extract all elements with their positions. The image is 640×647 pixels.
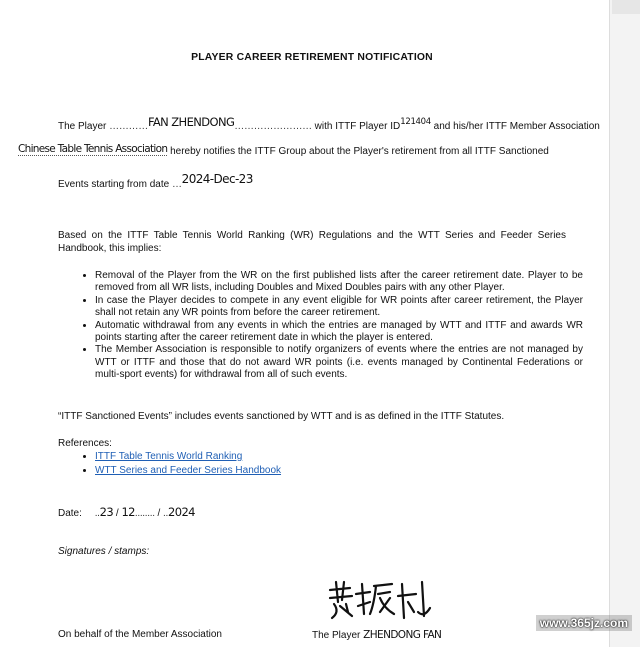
- notification-text: hereby notifies the ITTF Group about the Player's retirement from all ITTF Sanctioned: [170, 146, 549, 157]
- association-label: and his/her ITTF Member Association: [433, 121, 600, 132]
- list-item: • The Member Association is responsible to notify organizers of events where the entries are not managed by WTT or ITTF and those that do not award WR points (i.e. events managed by Continental Federations or multi-sport events) for withdrawal from all of such events.: [95, 344, 583, 381]
- date-dots-2: ........: [134, 508, 155, 519]
- player-signature-name: ZHENDONG FAN: [363, 629, 442, 641]
- events-date-label: Events starting from date: [58, 179, 170, 190]
- intro-paragraph: Based on the ITTF Table Tennis World Ranking (WR) Regulations and the WTT Series and Feeder Series Handbook, this implies:: [58, 230, 566, 254]
- date-year-field: 2024: [168, 505, 195, 519]
- player-id-label: with ITTF Player ID: [314, 121, 401, 132]
- wtt-handbook-link[interactable]: WTT Series and Feeder Series Handbook: [95, 464, 282, 476]
- events-date-dots: …: [171, 179, 182, 190]
- association-field: Chinese Table Tennis Association: [18, 143, 168, 155]
- date-dots-3: ..: [163, 508, 169, 519]
- document-title: PLAYER CAREER RETIREMENT NOTIFICATION: [191, 52, 433, 63]
- date-month-field: 12: [121, 505, 135, 519]
- retirement-date-field: 2024-Dec-23: [181, 172, 253, 186]
- events-date-line: [58, 172, 253, 190]
- signatures-label: Signatures / stamps:: [58, 546, 150, 557]
- ittf-world-ranking-link[interactable]: ITTF Table Tennis World Ranking: [95, 451, 243, 462]
- list-item: [95, 450, 281, 464]
- list-item: • In case the Player decides to compete in any event eligible for WR points after career retirement, the Player shall not retain any WR points from before the career retirement.: [95, 295, 583, 320]
- list-item: [95, 464, 281, 478]
- implications-list: [78, 270, 583, 382]
- player-signature-label: The Player: [312, 630, 361, 641]
- association-line: [18, 145, 549, 157]
- date-label: Date:: [58, 508, 82, 519]
- player-line: [58, 115, 600, 132]
- date-dots-1: ..: [94, 508, 100, 519]
- player-signature-line: [312, 629, 441, 641]
- player-prefix: The Player: [58, 121, 107, 132]
- page-edge-corner: [612, 0, 640, 14]
- site-watermark: www.365jz.com: [536, 615, 632, 631]
- player-dots-before: …………: [109, 121, 148, 132]
- player-id-field: 121404: [400, 117, 431, 127]
- player-name-field: FAN ZHENDONG: [147, 115, 235, 129]
- references-list: [78, 450, 281, 478]
- player-signature: [326, 578, 436, 622]
- date-day-field: 23: [99, 505, 114, 519]
- date-line: [58, 505, 195, 519]
- sanctioned-events-note: “ITTF Sanctioned Events” includes events sanctioned by WTT and is as defined in the ITTF Statutes.: [58, 411, 505, 422]
- date-separator-2: /: [157, 508, 161, 519]
- list-item: • Removal of the Player from the WR on the first published lists after the career retirement date. Player to be removed from all WR lists, including Doubles and Mixed Doubles pairs with any other Player.: [95, 270, 583, 295]
- date-separator-1: /: [115, 508, 119, 519]
- player-dots-after: ……………………: [234, 121, 312, 132]
- references-label: References:: [58, 438, 112, 449]
- page-edge: [609, 0, 640, 647]
- member-association-signature-label: On behalf of the Member Association: [58, 629, 222, 640]
- list-item: • Automatic withdrawal from any events in which the entries are managed by WTT and ITTF and awards WR points starting after the career retirement date in which the player is entered.: [95, 320, 583, 345]
